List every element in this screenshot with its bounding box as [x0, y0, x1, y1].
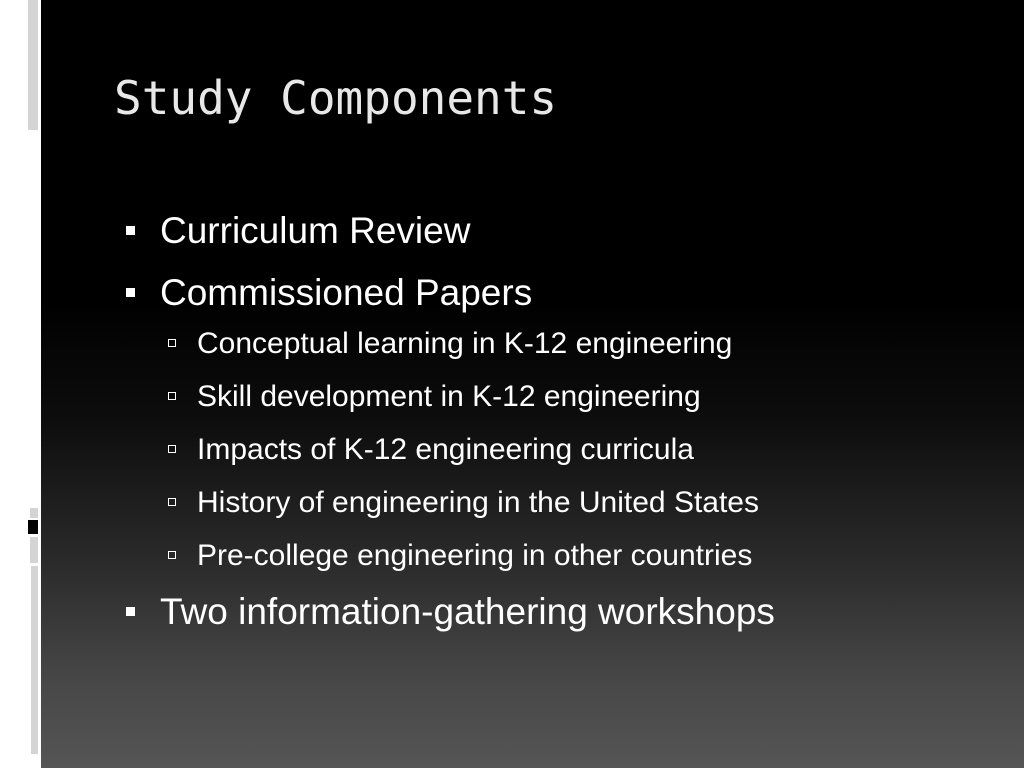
- square-bullet-icon: [126, 607, 135, 616]
- sub-bullet-item: [120, 374, 1000, 427]
- sub-bullet-item: [120, 321, 1000, 374]
- decor-bar: [30, 508, 38, 518]
- hollow-square-bullet-icon: [168, 498, 176, 506]
- sub-bullet-item: [120, 480, 1000, 533]
- slide-content: [120, 205, 1000, 648]
- bullet-item: [120, 267, 1000, 329]
- sub-bullet-text: Impacts of K-12 engineering curricula: [197, 433, 694, 466]
- square-bullet-icon: [126, 226, 135, 235]
- sub-bullet-text: Pre-college engineering in other countries: [197, 539, 753, 572]
- decor-bar: [31, 566, 38, 754]
- hollow-square-bullet-icon: [168, 551, 176, 559]
- sub-bullet-list: [120, 321, 1000, 586]
- bullet-text: Commissioned Papers: [160, 272, 533, 313]
- hollow-square-bullet-icon: [168, 339, 176, 347]
- decor-bar: [28, 0, 38, 130]
- bullet-item: [120, 586, 1000, 648]
- sub-bullet-item: [120, 533, 1000, 586]
- sub-bullet-text: History of engineering in the United States: [197, 486, 759, 519]
- hollow-square-bullet-icon: [168, 392, 176, 400]
- sub-bullet-item: [120, 427, 1000, 480]
- left-decorative-strip: [0, 0, 41, 768]
- sub-bullet-text: Conceptual learning in K-12 engineering: [197, 327, 733, 360]
- decor-bar: [28, 520, 38, 534]
- square-bullet-icon: [126, 288, 135, 297]
- bullet-text: Curriculum Review: [160, 210, 471, 251]
- bullet-text: Two information-gathering workshops: [160, 591, 775, 632]
- slide-title: Study Components: [114, 71, 558, 125]
- sub-bullet-text: Skill development in K-12 engineering: [197, 380, 701, 413]
- hollow-square-bullet-icon: [168, 445, 176, 453]
- bullet-item: [120, 205, 1000, 267]
- decor-bar: [30, 537, 38, 563]
